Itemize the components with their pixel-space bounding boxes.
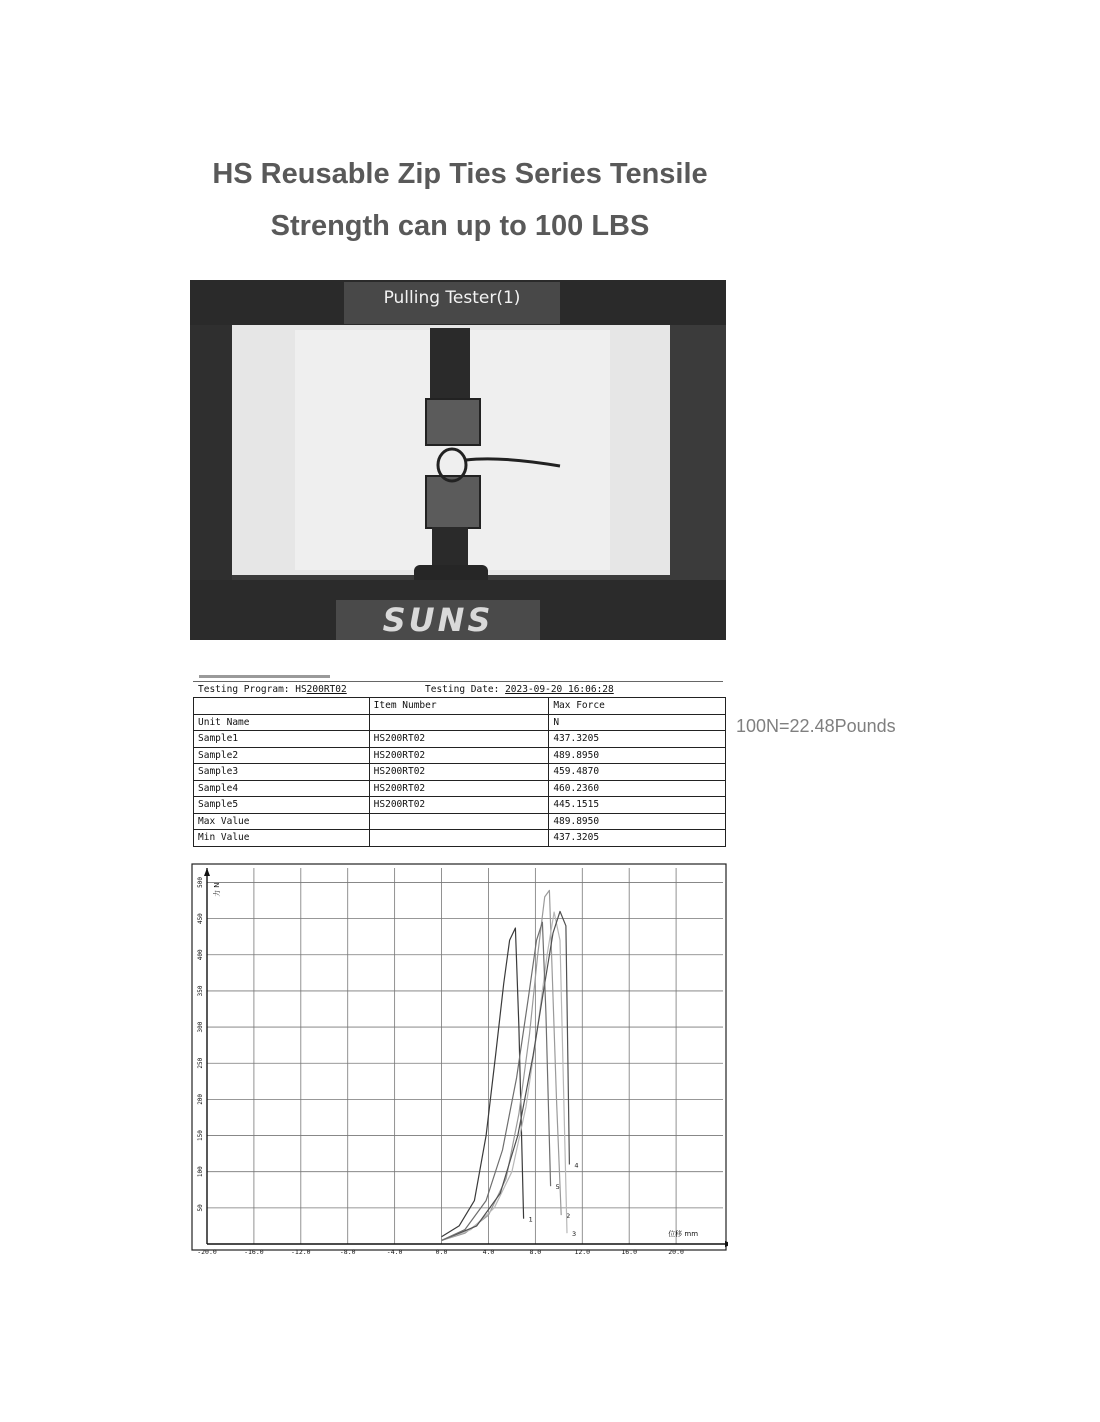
- table-cell: 445.1515: [549, 797, 726, 814]
- x-tick-label: 0.0: [435, 1248, 448, 1256]
- x-tick-label: -16.0: [244, 1248, 264, 1256]
- y-tick-label: 150: [197, 1130, 204, 1141]
- x-tick-label: 16.0: [621, 1248, 638, 1256]
- y-tick-label: 250: [197, 1057, 204, 1069]
- table-row: [194, 780, 726, 797]
- table-cell: 459.4870: [549, 764, 726, 781]
- results-table: [193, 697, 726, 847]
- table-cell: [369, 714, 549, 731]
- table-cell: [194, 698, 370, 715]
- testing-program: Testing Program: HS200RT02: [198, 684, 347, 695]
- y-tick-label: 350: [197, 985, 204, 997]
- y-tick-label: 400: [197, 949, 204, 961]
- table-cell: Sample2: [194, 747, 370, 764]
- x-tick-label: 4.0: [482, 1248, 495, 1256]
- table-cell: Max Value: [194, 813, 370, 830]
- x-tick-label: -8.0: [339, 1248, 356, 1256]
- x-tick-label: 20.0: [668, 1248, 684, 1256]
- table-cell: HS200RT02: [369, 731, 549, 748]
- table-header-row: [194, 698, 726, 715]
- zip-tie-sample: [190, 280, 726, 640]
- table-cell: Sample5: [194, 797, 370, 814]
- chart-frame: [192, 864, 726, 1250]
- table-cell: HS200RT02: [369, 797, 549, 814]
- table-cell: Sample4: [194, 780, 370, 797]
- y-tick-label: 300: [197, 1021, 204, 1033]
- table-row: [194, 714, 726, 731]
- x-tick-label: 8.0: [529, 1248, 542, 1256]
- table-cell: Max Force: [549, 698, 726, 715]
- y-axis-label: 力 N: [213, 882, 221, 897]
- conversion-note: 100N=22.48Pounds: [736, 716, 896, 736]
- table-cell: 489.8950: [549, 747, 726, 764]
- table-cell: Min Value: [194, 830, 370, 847]
- x-axis-arrow: [725, 1241, 728, 1247]
- x-axis-label: 位移 mm: [668, 1230, 699, 1238]
- table-row: [194, 731, 726, 748]
- table-cell: Sample1: [194, 731, 370, 748]
- table-cell: Item Number: [369, 698, 549, 715]
- series-label-5: 5: [555, 1183, 560, 1192]
- y-tick-label: 500: [197, 877, 204, 888]
- table-cell: Sample3: [194, 764, 370, 781]
- series-label-4: 4: [574, 1161, 579, 1170]
- table-cell: 489.8950: [549, 813, 726, 830]
- x-tick-label: -4.0: [386, 1248, 403, 1256]
- title-line-1: HS Reusable Zip Ties Series Tensile: [212, 158, 708, 190]
- table-cell: HS200RT02: [369, 780, 549, 797]
- table-row: [194, 747, 726, 764]
- machine-brand-logo: SUNS: [382, 601, 494, 639]
- series-label-3: 3: [572, 1230, 577, 1239]
- table-cell: N: [549, 714, 726, 731]
- table-cell: 460.2360: [549, 780, 726, 797]
- table-cell: [369, 813, 549, 830]
- table-cell: Unit Name: [194, 714, 370, 731]
- x-tick-label: -12.0: [291, 1248, 311, 1256]
- table-cell: [369, 830, 549, 847]
- pulling-tester-photo: [190, 280, 726, 640]
- table-cell: HS200RT02: [369, 764, 549, 781]
- x-tick-label: 12.0: [574, 1248, 591, 1256]
- table-row: [194, 813, 726, 830]
- testing-date: Testing Date: 2023-09-20 16:06:28: [425, 684, 614, 695]
- y-tick-label: 200: [197, 1093, 204, 1105]
- table-cell: 437.3205: [549, 731, 726, 748]
- title-line-2: Strength can up to 100 LBS: [270, 210, 650, 242]
- y-tick-label: 450: [197, 913, 204, 925]
- series-label-1: 1: [528, 1215, 533, 1224]
- force-displacement-chart: [190, 862, 728, 1262]
- table-row: [194, 797, 726, 814]
- table-cell: 437.3205: [549, 830, 726, 847]
- table-row: [194, 830, 726, 847]
- x-tick-label: -20.0: [197, 1248, 217, 1256]
- series-label-2: 2: [566, 1212, 571, 1221]
- table-row: [194, 764, 726, 781]
- y-tick-label: 100: [197, 1166, 204, 1178]
- table-cell: HS200RT02: [369, 747, 549, 764]
- y-tick-label: 50: [197, 1204, 204, 1212]
- tester-plate-label: Pulling Tester(1): [383, 288, 521, 308]
